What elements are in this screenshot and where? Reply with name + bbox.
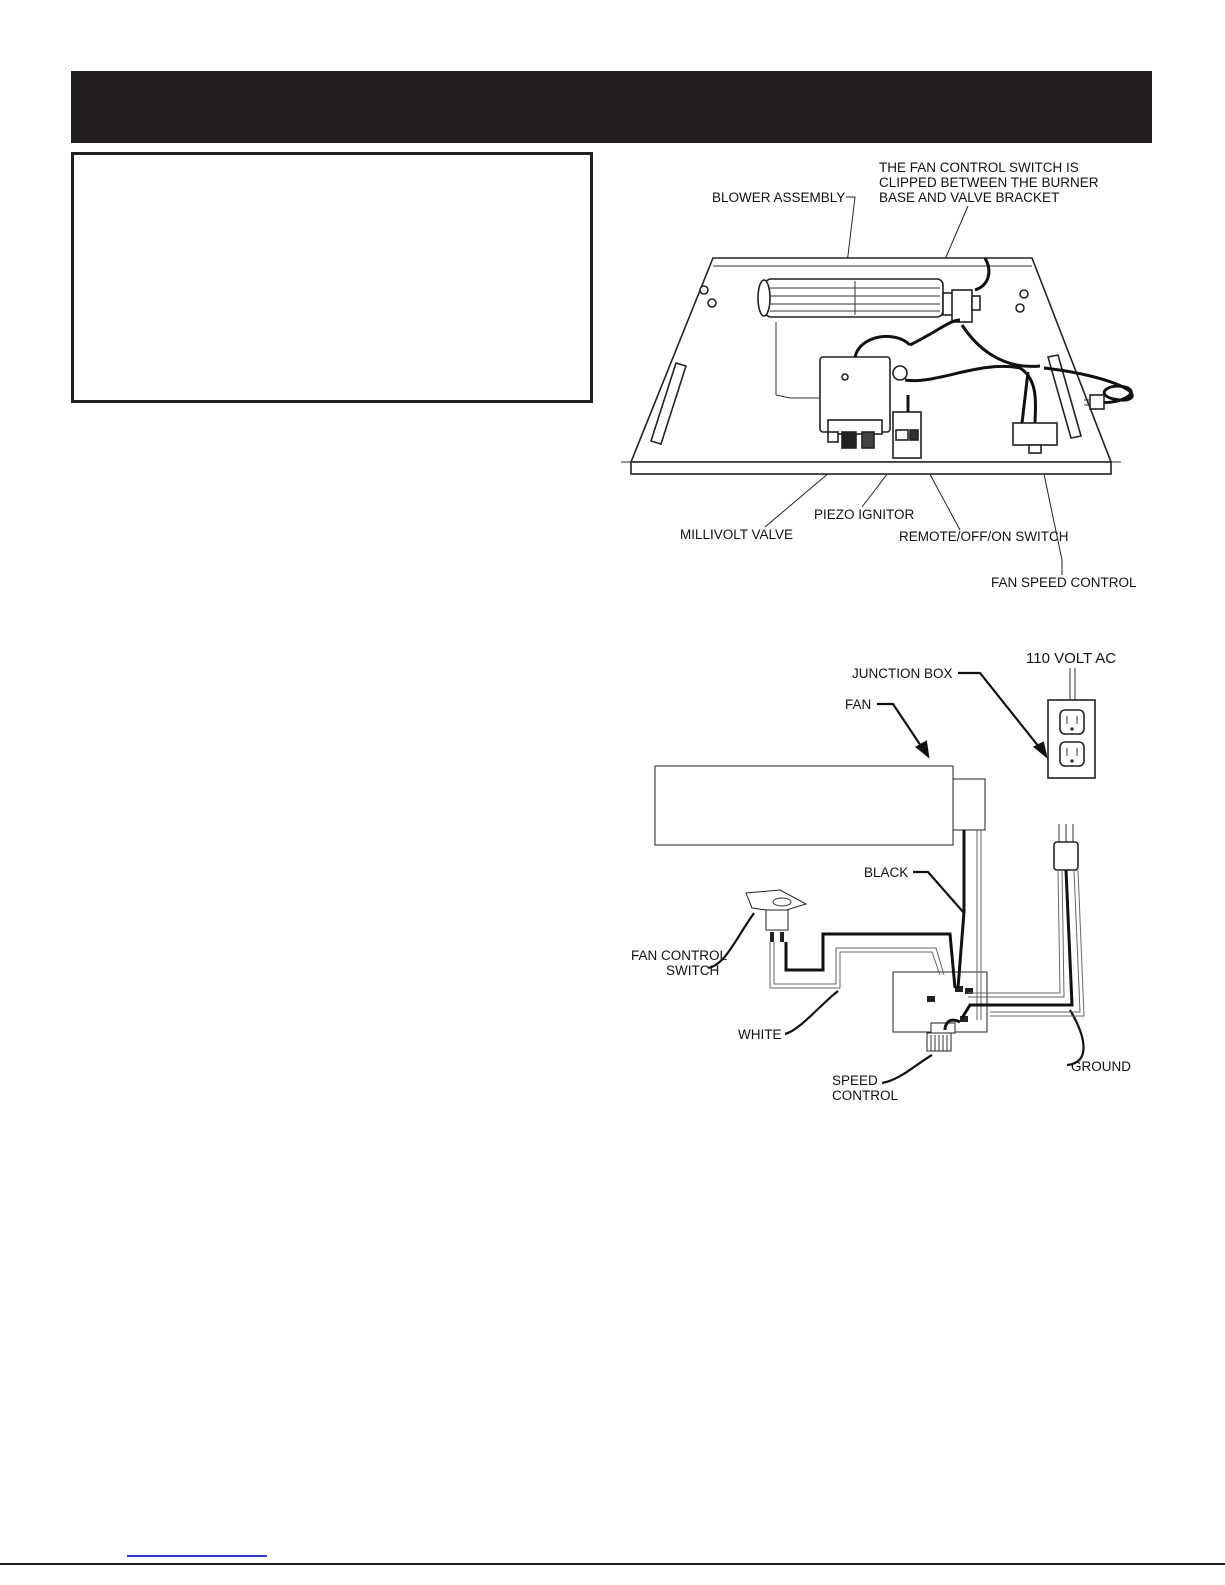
footer-rule	[0, 1563, 1225, 1565]
label-110-volt-ac: 110 VOLT AC	[1026, 650, 1117, 667]
fan-control-switch	[746, 890, 806, 942]
leader-black	[913, 872, 964, 913]
leader-junction-box	[958, 673, 1043, 752]
junction-block	[893, 972, 987, 1051]
leader-speed	[882, 1055, 932, 1083]
fan-body	[655, 766, 985, 845]
leader-white	[785, 991, 838, 1034]
label-fan-switch-line2: CLIPPED BETWEEN THE BURNER	[879, 175, 1099, 190]
label-fan-control-line1: FAN CONTROL	[631, 948, 728, 963]
leader-ground	[1067, 1010, 1084, 1065]
label-blower-assembly: BLOWER ASSEMBLY	[712, 190, 846, 205]
label-millivolt-valve: MILLIVOLT VALVE	[680, 527, 794, 542]
footer-link[interactable]	[127, 1555, 267, 1557]
label-speed-line1: SPEED	[832, 1073, 878, 1088]
label-fan-switch-line1: THE FAN CONTROL SWITCH IS	[879, 160, 1079, 175]
label-fan: FAN	[845, 697, 872, 712]
label-junction-box: JUNCTION BOX	[852, 666, 953, 681]
label-fan-switch-line3: BASE AND VALVE BRACKET	[879, 190, 1060, 205]
label-piezo-ignitor: PIEZO IGNITOR	[814, 507, 915, 522]
wall-outlet	[1048, 668, 1095, 778]
arrow-junction-box	[1035, 743, 1046, 756]
leader-fan	[877, 704, 925, 752]
label-remote-switch: REMOTE/OFF/ON SWITCH	[899, 529, 1069, 544]
label-ground: GROUND	[1071, 1059, 1131, 1074]
label-black: BLACK	[864, 865, 909, 880]
label-fan-control-line2: SWITCH	[666, 963, 720, 978]
label-speed-line2: CONTROL	[832, 1088, 899, 1103]
label-fan-speed-control: FAN SPEED CONTROL	[991, 575, 1137, 590]
power-plug	[1054, 824, 1078, 870]
label-white: WHITE	[738, 1027, 782, 1042]
